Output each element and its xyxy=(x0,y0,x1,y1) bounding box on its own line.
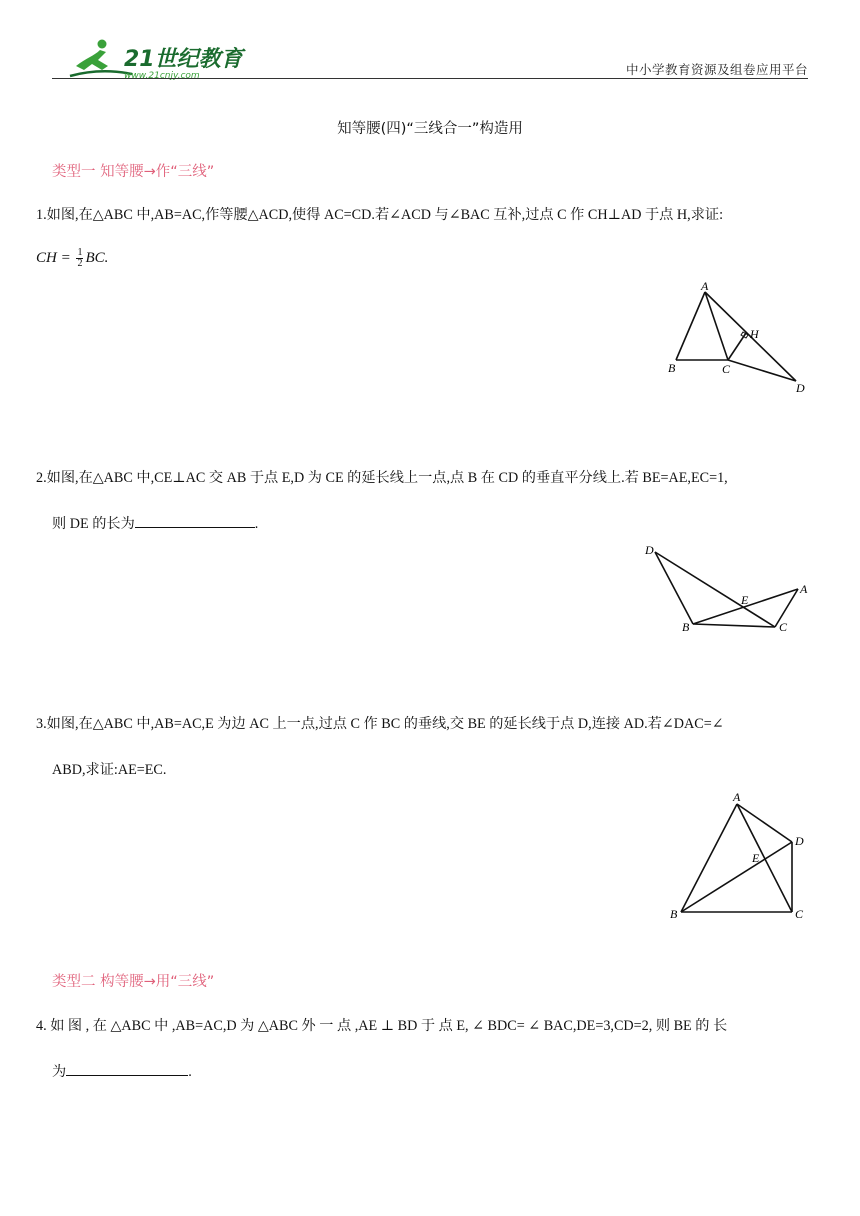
logo-text: 21世纪教育 xyxy=(124,47,243,72)
question-1-line1: 1.如图,在△ABC 中,AB=AC,作等腰△ACD,使得 AC=CD.若∠ACD 与∠BAC 互补,过点 C 作 CH⊥AD 于点 H,求证: xyxy=(36,207,724,223)
figure-3-label-a: A xyxy=(733,790,741,804)
question-1-formula-lhs: CH = xyxy=(36,250,75,266)
answer-blank-4[interactable] xyxy=(66,1061,188,1076)
figure-2-label-e: E xyxy=(741,593,749,607)
figure-1-label-a: A xyxy=(701,279,709,293)
section-label-type1: 类型一 知等腰→作“三线” xyxy=(52,164,215,180)
logo-url: www.21cnjy.com xyxy=(124,71,200,80)
question-2-prompt: 则 DE 的长为 xyxy=(52,516,135,532)
figure-3 xyxy=(664,790,814,925)
question-4-line1: 4. 如 图 , 在 △ABC 中 ,AB=AC,D 为 △ABC 外 一 点 ,AE ⊥ BD 于 点 E, ∠ BDC= ∠ BAC,DE=3,CD=2, 则 BE 的 长 xyxy=(36,1018,728,1034)
section-label-type2: 类型二 构等腰→用“三线” xyxy=(52,974,215,990)
question-2-line1: 2.如图,在△ABC 中,CE⊥AC 交 AB 于点 E,D 为 CE 的延长线上一点,点 B 在 CD 的垂直平分线上.若 BE=AE,EC=1, xyxy=(36,470,728,486)
answer-blank-2[interactable] xyxy=(135,513,255,528)
question-4-prompt: 为 xyxy=(52,1064,67,1080)
figure-3-label-c: C xyxy=(795,907,804,921)
question-3-line1: 3.如图,在△ABC 中,AB=AC,E 为边 AC 上一点,过点 C 作 BC 的垂线,交 BE 的延长线于点 D,连接 AD.若∠DAC=∠ xyxy=(36,716,724,732)
question-2-line2: 则 DE 的长为 . xyxy=(52,513,824,534)
runner-logo-icon xyxy=(70,40,132,77)
figure-1 xyxy=(660,280,810,400)
question-1-formula-rhs: BC. xyxy=(85,250,109,266)
figure-2-label-c: C xyxy=(779,620,788,634)
question-1-line2 xyxy=(36,248,808,269)
figure-2 xyxy=(640,542,815,637)
figure-2-label-b: B xyxy=(682,620,690,634)
figure-3-label-b: B xyxy=(670,907,678,921)
figure-1-label-h: H xyxy=(750,327,759,341)
figure-1-label-d: D xyxy=(796,381,805,395)
figure-1-label-c: C xyxy=(722,362,731,376)
page-title: 知等腰(四)“三线合一”构造用 xyxy=(337,121,523,137)
header-divider xyxy=(52,78,808,79)
figure-2-label-d: D xyxy=(645,543,654,557)
platform-name: 中小学教育资源及组卷应用平台 xyxy=(625,62,808,77)
figure-1-label-b: B xyxy=(668,361,676,375)
question-3-line2: ABD,求证:AE=EC. xyxy=(52,762,167,778)
question-4-line2: 为 . xyxy=(52,1061,824,1082)
figure-3-label-e: E xyxy=(752,851,760,865)
figure-3-label-d: D xyxy=(795,834,804,848)
fraction-one-half: $\frac{1}{2}$ xyxy=(77,247,83,270)
figure-2-label-a: A xyxy=(800,582,808,596)
logo xyxy=(62,36,292,80)
